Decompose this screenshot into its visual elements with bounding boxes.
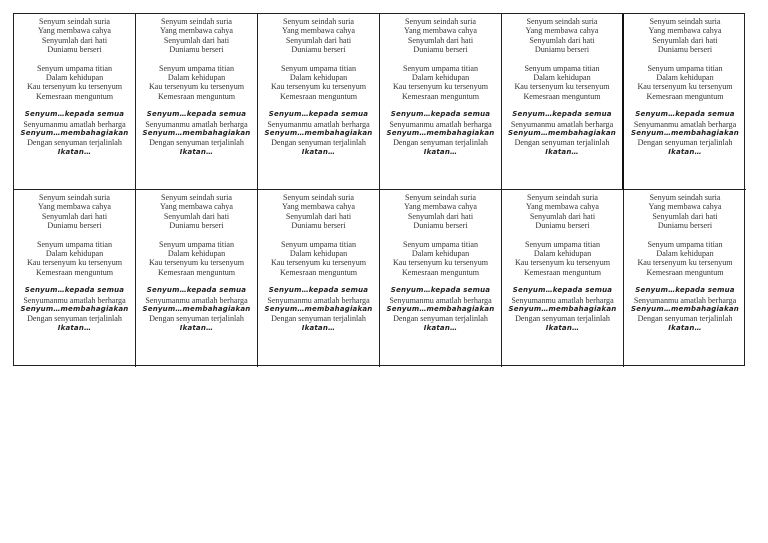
poem-line: Duniamu berseri — [534, 45, 590, 55]
poem-line: Yang membawa cahya — [38, 26, 111, 36]
poem-line: Senyum…membahagiakan — [20, 305, 129, 314]
poem-line: Senyumanmu amatlah berharga — [633, 119, 737, 129]
poem-line: Yang membawa cahya — [160, 26, 233, 36]
poem-line: Dalam kehidupan — [289, 73, 348, 83]
poem-line: Senyumlah dari hati — [41, 211, 108, 221]
poem-line: Duniamu berseri — [291, 45, 346, 55]
poem-line: Senyumlah dari hati — [285, 211, 352, 221]
poem-card — [502, 190, 624, 367]
poem-line: Kau tersenyum ku tersenyum — [270, 82, 367, 92]
poem-line: Ikatan… — [545, 147, 579, 156]
poem-line: Senyum umpama titian — [647, 63, 723, 73]
poem-line: Senyum…kepada semua — [390, 110, 491, 119]
poem-line: Ikatan… — [668, 147, 702, 156]
poem-line: Dengan senyuman terjalinlah — [637, 138, 733, 148]
poem-line: Senyumanmu amatlah berharga — [633, 295, 737, 305]
poem-line: Senyumanmu amatlah berharga — [145, 119, 248, 129]
poem-card — [136, 14, 258, 190]
poem-card — [624, 190, 746, 367]
poem-line: Ikatan… — [179, 147, 214, 156]
poem-line: Senyum seindah suria — [38, 193, 111, 202]
poem-line: Dengan senyuman terjalinlah — [271, 138, 366, 148]
poem-line: Kemesraan menguntum — [523, 267, 602, 277]
poem-line: Kemesraan menguntum — [35, 91, 114, 101]
poem-line: Senyum…kepada semua — [146, 110, 247, 119]
poem-line: Yang membawa cahya — [526, 202, 599, 212]
poem-stanza — [626, 110, 744, 157]
poem-line: Senyum seindah suria — [526, 193, 599, 202]
poem-line: Senyum umpama titian — [158, 239, 235, 249]
poem-line: Yang membawa cahya — [38, 202, 111, 212]
poem-card — [14, 190, 136, 367]
poem-line: Kemesraan menguntum — [157, 91, 236, 101]
poem-line: Senyum…kepada semua — [24, 110, 125, 119]
poem-line: Kemesraan menguntum — [401, 91, 480, 101]
poem-stanza — [260, 64, 377, 102]
poem-line: Senyumlah dari hati — [163, 211, 230, 221]
poem-line: Ikatan… — [301, 147, 336, 156]
poem-line: Kemesraan menguntum — [279, 91, 358, 101]
poem-line: Kau tersenyum ku tersenyum — [637, 82, 733, 92]
poem-line: Duniamu berseri — [535, 221, 590, 231]
poem-line: Senyumlah dari hati — [285, 35, 352, 45]
poem-line: Senyum…kepada semua — [268, 286, 369, 295]
poem-line: Kau tersenyum ku tersenyum — [392, 82, 489, 92]
poem-line: Senyum umpama titian — [158, 63, 235, 73]
poem-line: Ikatan… — [423, 323, 458, 332]
poem-line: Dengan senyuman terjalinlah — [27, 314, 122, 324]
poem-line: Dengan senyuman terjalinlah — [393, 314, 488, 324]
poem-line: Senyum…kepada semua — [146, 286, 247, 295]
poem-line: Dengan senyuman terjalinlah — [149, 138, 244, 148]
poem-stanza — [138, 193, 255, 231]
poem-line: Senyum…membahagiakan — [508, 305, 617, 314]
poem-line: Senyum umpama titian — [36, 239, 113, 249]
poem-line: Kemesraan menguntum — [35, 267, 114, 277]
poem-stanza — [138, 17, 255, 55]
poem-card — [136, 190, 258, 367]
poem-line: Yang membawa cahya — [648, 202, 722, 212]
poem-line: Senyum…kepada semua — [24, 286, 125, 295]
poem-stanza — [504, 64, 620, 102]
poem-stanza — [16, 17, 133, 55]
poem-line: Senyum seindah suria — [404, 193, 477, 202]
poem-line: Dengan senyuman terjalinlah — [637, 314, 733, 324]
poem-line: Kemesraan menguntum — [279, 267, 358, 277]
poem-line: Senyumanmu amatlah berharga — [267, 119, 370, 129]
poem-line: Senyumanmu amatlah berharga — [511, 295, 614, 305]
poem-stanza — [626, 286, 744, 333]
poem-line: Dengan senyuman terjalinlah — [393, 138, 488, 148]
poem-line: Senyum umpama titian — [524, 63, 600, 73]
poem-stanza — [16, 286, 133, 333]
poem-line: Duniamu berseri — [169, 45, 224, 55]
poem-line: Duniamu berseri — [47, 221, 102, 231]
poem-line: Dengan senyuman terjalinlah — [514, 138, 610, 148]
poem-stanza — [16, 110, 133, 157]
poem-line: Ikatan… — [423, 147, 458, 156]
poem-stanza — [138, 110, 255, 157]
poem-stanza — [382, 110, 499, 157]
poem-stanza — [626, 240, 744, 278]
poem-line: Kau tersenyum ku tersenyum — [514, 82, 610, 92]
poem-line: Senyum…kepada semua — [635, 286, 735, 295]
poem-stanza — [626, 64, 744, 102]
poem-stanza — [138, 286, 255, 333]
poem-line: Kau tersenyum ku tersenyum — [148, 82, 245, 92]
poem-line: Dengan senyuman terjalinlah — [27, 138, 122, 148]
poem-line: Senyumanmu amatlah berharga — [145, 295, 248, 305]
poem-line: Kau tersenyum ku tersenyum — [270, 258, 367, 268]
poem-line: Ikatan… — [668, 323, 702, 332]
poem-line: Senyum…membahagiakan — [386, 129, 495, 138]
poem-stanza — [260, 193, 377, 231]
poem-line: Senyum…kepada semua — [268, 110, 369, 119]
poem-line: Ikatan… — [179, 323, 214, 332]
poem-line: Senyumanmu amatlah berharga — [510, 119, 614, 129]
poem-stanza — [382, 17, 499, 55]
poem-line: Kau tersenyum ku tersenyum — [637, 258, 733, 268]
poem-line: Kau tersenyum ku tersenyum — [26, 258, 123, 268]
poem-card — [14, 14, 136, 190]
poem-line: Senyum…membahagiakan — [631, 305, 739, 314]
poem-line: Senyum seindah suria — [38, 17, 111, 26]
poem-stanza — [504, 17, 620, 55]
poem-stanza — [138, 64, 255, 102]
poem-line: Ikatan… — [57, 147, 92, 156]
poem-line: Dalam kehidupan — [656, 73, 714, 83]
poem-line: Senyum seindah suria — [404, 17, 477, 26]
poem-line: Senyum…membahagiakan — [142, 305, 251, 314]
poem-line: Dalam kehidupan — [45, 249, 104, 259]
poem-line: Senyum seindah suria — [282, 17, 355, 26]
poem-line: Senyum…membahagiakan — [142, 129, 251, 138]
poem-line: Dalam kehidupan — [656, 249, 714, 259]
poem-line: Senyumlah dari hati — [407, 211, 474, 221]
poem-line: Senyum seindah suria — [282, 193, 355, 202]
poem-line: Kau tersenyum ku tersenyum — [514, 258, 611, 268]
poem-line: Senyum seindah suria — [649, 17, 721, 26]
poem-line: Senyum…membahagiakan — [264, 305, 373, 314]
poem-line: Senyum umpama titian — [280, 239, 357, 249]
poem-line: Yang membawa cahya — [282, 26, 355, 36]
poem-line: Duniamu berseri — [413, 45, 468, 55]
poem-line: Senyum…membahagiakan — [20, 129, 129, 138]
poem-line: Yang membawa cahya — [525, 26, 599, 36]
poem-line: Duniamu berseri — [413, 221, 468, 231]
poem-line: Kemesraan menguntum — [523, 91, 601, 101]
poem-line: Senyumlah dari hati — [652, 211, 718, 221]
poem-line: Yang membawa cahya — [404, 26, 477, 36]
poem-line: Kemesraan menguntum — [646, 267, 724, 277]
poem-line: Senyum…kepada semua — [512, 110, 612, 119]
poem-stanza — [504, 193, 621, 231]
poem-stanza — [382, 286, 499, 333]
poem-line: Kau tersenyum ku tersenyum — [392, 258, 489, 268]
poem-line: Dalam kehidupan — [45, 73, 104, 83]
poem-line: Dalam kehidupan — [533, 73, 591, 83]
poem-line: Senyum…membahagiakan — [631, 129, 739, 138]
poem-stanza — [138, 240, 255, 278]
poem-line: Senyum…kepada semua — [512, 286, 613, 295]
poem-stanza — [504, 240, 621, 278]
poem-stanza — [626, 193, 744, 231]
poem-line: Senyumanmu amatlah berharga — [389, 295, 492, 305]
poem-line: Kemesraan menguntum — [401, 267, 480, 277]
poem-stanza — [382, 240, 499, 278]
poem-line: Dalam kehidupan — [289, 249, 348, 259]
poem-line: Dengan senyuman terjalinlah — [271, 314, 366, 324]
poem-line: Dalam kehidupan — [411, 73, 470, 83]
poem-line: Senyum umpama titian — [402, 63, 479, 73]
poem-stanza — [504, 286, 621, 333]
poem-card — [380, 14, 502, 190]
poem-stanza — [504, 110, 620, 157]
poem-line: Senyumlah dari hati — [407, 35, 474, 45]
poem-stanza — [260, 110, 377, 157]
poem-line: Senyum…membahagiakan — [386, 305, 495, 314]
poem-line: Dalam kehidupan — [533, 249, 592, 259]
poem-line: Senyumlah dari hati — [41, 35, 108, 45]
poem-line: Senyumlah dari hati — [529, 211, 596, 221]
poem-line: Kemesraan menguntum — [646, 91, 724, 101]
poem-line: Senyum seindah suria — [649, 193, 721, 202]
poem-stanza — [16, 193, 133, 231]
poem-line: Senyumanmu amatlah berharga — [389, 119, 492, 129]
poem-line: Senyum seindah suria — [160, 17, 233, 26]
poem-line: Yang membawa cahya — [160, 202, 233, 212]
poem-card — [502, 14, 624, 190]
poem-line: Senyum umpama titian — [524, 239, 601, 249]
poem-line: Kau tersenyum ku tersenyum — [148, 258, 245, 268]
poem-line: Senyumanmu amatlah berharga — [23, 119, 126, 129]
poem-line: Senyum umpama titian — [402, 239, 479, 249]
poem-line: Duniamu berseri — [657, 45, 713, 55]
poem-line: Ikatan… — [301, 323, 336, 332]
poem-stanza — [260, 286, 377, 333]
poem-line: Duniamu berseri — [657, 221, 713, 231]
poem-line: Duniamu berseri — [47, 45, 102, 55]
poem-line: Duniamu berseri — [291, 221, 346, 231]
poem-stanza — [16, 64, 133, 102]
card-sheet — [13, 13, 745, 366]
poem-stanza — [16, 240, 133, 278]
poem-stanza — [260, 17, 377, 55]
poem-line: Senyumanmu amatlah berharga — [267, 295, 370, 305]
poem-line: Senyum…kepada semua — [390, 286, 491, 295]
poem-line: Dalam kehidupan — [411, 249, 470, 259]
poem-line: Yang membawa cahya — [648, 26, 722, 36]
poem-line: Senyumlah dari hati — [652, 35, 718, 45]
poem-stanza — [260, 240, 377, 278]
poem-line: Dengan senyuman terjalinlah — [515, 314, 610, 324]
poem-line: Senyum umpama titian — [280, 63, 357, 73]
poem-line: Kau tersenyum ku tersenyum — [26, 82, 123, 92]
poem-line: Senyum umpama titian — [36, 63, 113, 73]
poem-line: Ikatan… — [57, 323, 92, 332]
poem-card — [624, 14, 746, 190]
poem-card — [258, 190, 380, 367]
poem-line: Senyumlah dari hati — [529, 35, 595, 45]
poem-line: Senyum…kepada semua — [635, 110, 735, 119]
poem-line: Ikatan… — [545, 323, 580, 332]
poem-line: Senyum…membahagiakan — [264, 129, 373, 138]
poem-line: Senyum seindah suria — [526, 17, 598, 26]
poem-line: Yang membawa cahya — [282, 202, 355, 212]
poem-line: Yang membawa cahya — [404, 202, 477, 212]
poem-line: Kemesraan menguntum — [157, 267, 236, 277]
poem-line: Senyumlah dari hati — [163, 35, 230, 45]
poem-line: Senyumanmu amatlah berharga — [23, 295, 126, 305]
poem-card — [380, 190, 502, 367]
poem-line: Dalam kehidupan — [167, 249, 226, 259]
poem-line: Senyum…membahagiakan — [508, 129, 616, 138]
poem-card — [258, 14, 380, 190]
poem-stanza — [626, 17, 744, 55]
poem-line: Dengan senyuman terjalinlah — [149, 314, 244, 324]
poem-line: Senyum seindah suria — [160, 193, 233, 202]
poem-line: Duniamu berseri — [169, 221, 224, 231]
poem-stanza — [382, 193, 499, 231]
poem-stanza — [382, 64, 499, 102]
poem-line: Senyum umpama titian — [647, 239, 723, 249]
poem-line: Dalam kehidupan — [167, 73, 226, 83]
